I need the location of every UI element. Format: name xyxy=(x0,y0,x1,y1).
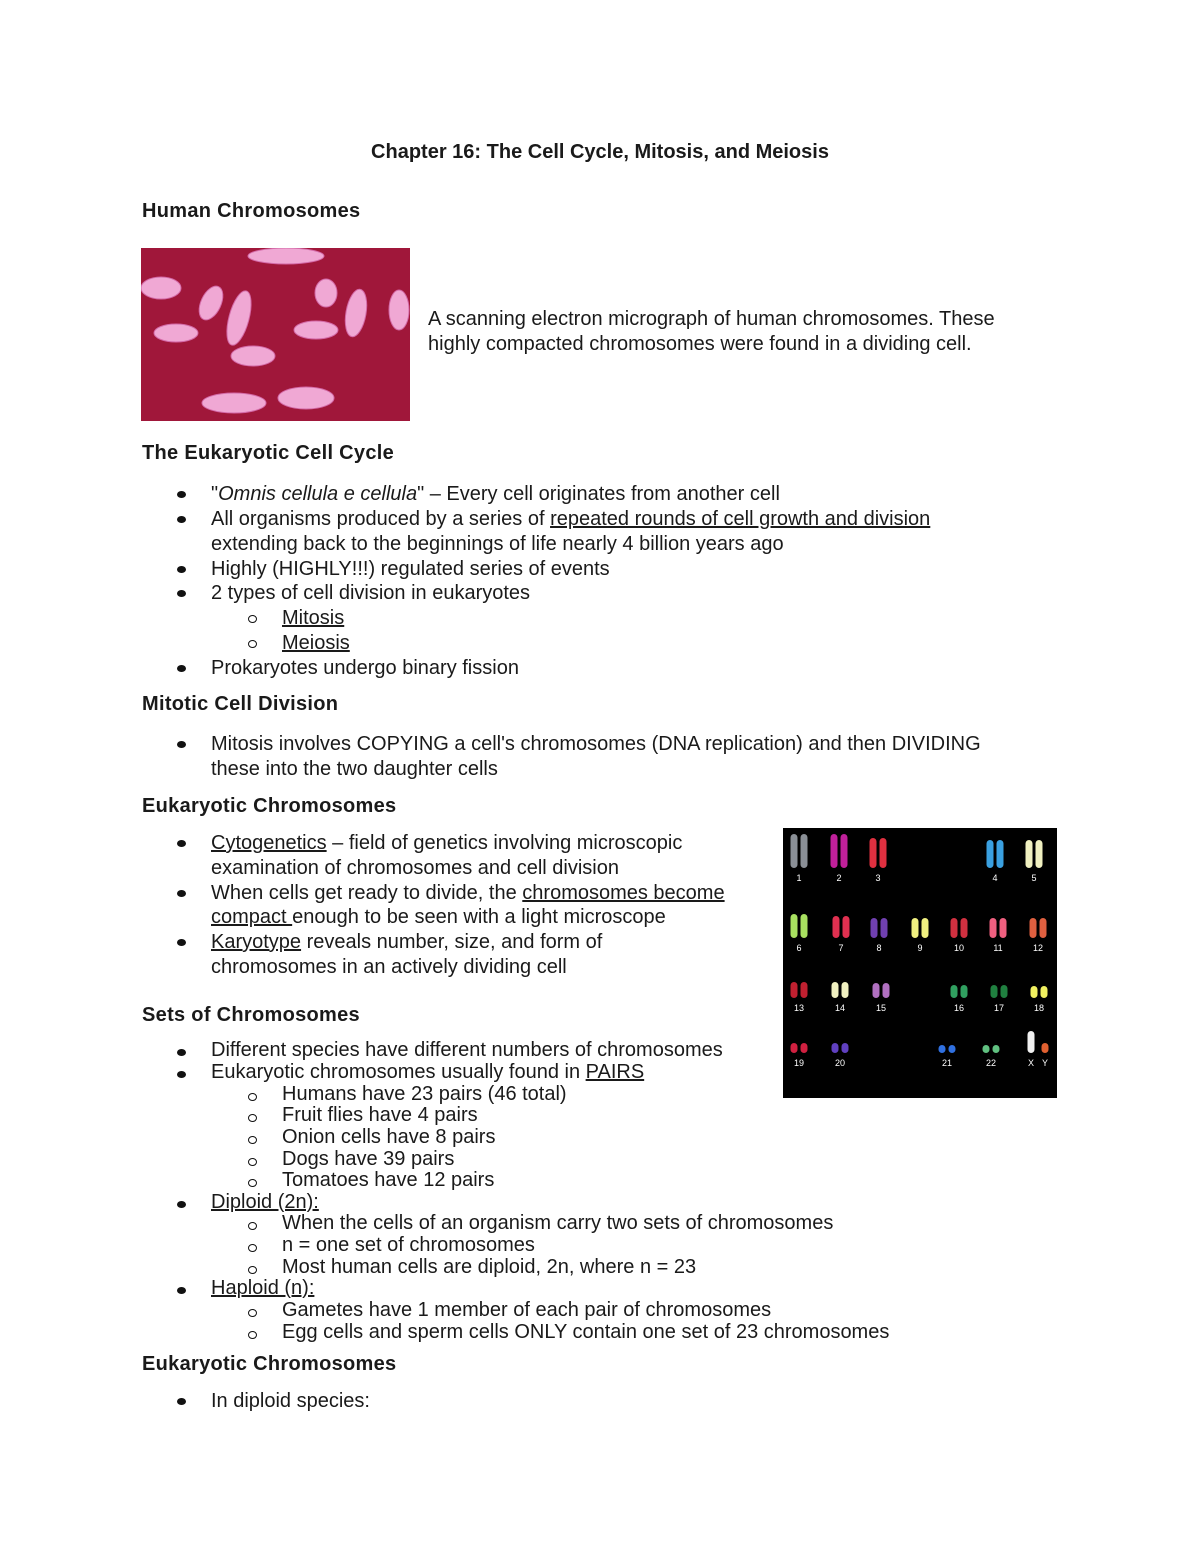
sub-bullet-circle xyxy=(248,1331,257,1339)
bullet-dot xyxy=(177,1071,186,1078)
list-item: Different species have different numbers of chromosomes xyxy=(211,1039,723,1061)
heading-eukaryotic-chromosomes: Eukaryotic Chromosomes xyxy=(142,795,397,817)
sub-bullet-circle xyxy=(248,1158,257,1166)
list-item-continuation: chromosomes in an actively dividing cell xyxy=(211,956,567,978)
karyotype-label: 2 xyxy=(836,873,842,883)
sub-bullet-circle xyxy=(248,1309,257,1317)
karyotype-label: 5 xyxy=(1031,873,1037,883)
sub-list-item: Onion cells have 8 pairs xyxy=(282,1126,496,1148)
bullet-dot xyxy=(177,665,186,672)
chromosome-mark xyxy=(870,838,877,868)
chromosome-mark xyxy=(951,918,958,938)
list-item: Mitosis involves COPYING a cell's chromosomes (DNA replication) and then DIVIDING xyxy=(211,733,981,755)
chromosome-mark xyxy=(791,914,798,938)
karyotype-label: 7 xyxy=(838,943,844,953)
sub-list-item: Gametes have 1 member of each pair of chromosomes xyxy=(282,1299,772,1321)
chromosome-mark xyxy=(843,916,850,938)
bullet-dot xyxy=(177,1287,186,1294)
micrograph-caption-line-2: highly compacted chromosomes were found in a dividing cell. xyxy=(428,333,972,355)
sub-bullet-circle xyxy=(248,615,257,623)
chromosome-mark xyxy=(801,834,808,868)
karyotype-label: X xyxy=(1027,1058,1035,1068)
list-item: In diploid species: xyxy=(211,1390,370,1412)
sub-list-item: Tomatoes have 12 pairs xyxy=(282,1169,495,1191)
sub-bullet-circle xyxy=(248,1093,257,1101)
chromosome-mark xyxy=(832,982,839,998)
chromosome-mark xyxy=(1036,840,1043,868)
sub-list-item: n = one set of chromosomes xyxy=(282,1234,535,1256)
karyotype-label: 12 xyxy=(1032,943,1044,953)
sub-bullet-circle xyxy=(248,1222,257,1230)
list-item: Cytogenetics – field of genetics involving microscopic xyxy=(211,832,683,854)
sub-list-item: Humans have 23 pairs (46 total) xyxy=(282,1083,567,1105)
sub-list-item: Meiosis xyxy=(282,632,350,654)
chromosome-mark xyxy=(801,982,808,998)
chromosome-mark xyxy=(991,985,998,998)
list-item: "Omnis cellula e cellula" – Every cell originates from another cell xyxy=(211,483,780,505)
heading-human-chromosomes: Human Chromosomes xyxy=(142,200,361,222)
karyotype-label: 20 xyxy=(834,1058,846,1068)
chromosome-mark xyxy=(880,838,887,868)
karyotype-label: 21 xyxy=(941,1058,953,1068)
page-title: Chapter 16: The Cell Cycle, Mitosis, and Meiosis xyxy=(371,141,829,163)
karyotype-label: 11 xyxy=(993,943,1003,953)
karyotype-label: 19 xyxy=(793,1058,805,1068)
sub-bullet-circle xyxy=(248,1266,257,1274)
karyotype-label: 3 xyxy=(875,873,881,883)
karyotype-label: 18 xyxy=(1033,1003,1045,1013)
chromosome-mark xyxy=(939,1045,946,1053)
chromosome-mark xyxy=(949,1045,956,1053)
sub-bullet-circle xyxy=(248,1136,257,1144)
heading-mitotic-division: Mitotic Cell Division xyxy=(142,693,339,715)
sub-bullet-circle xyxy=(248,1114,257,1122)
chromosome-mark xyxy=(842,1043,849,1053)
list-item: 2 types of cell division in eukaryotes xyxy=(211,582,531,604)
list-item: Highly (HIGHLY!!!) regulated series of events xyxy=(211,558,610,580)
heading-cell-cycle: The Eukaryotic Cell Cycle xyxy=(142,442,395,464)
karyotype-label: Y xyxy=(1041,1058,1049,1068)
chromosome-mark xyxy=(881,918,888,938)
chromosome-mark xyxy=(961,918,968,938)
karyotype-label: 4 xyxy=(992,873,998,883)
list-item-continuation: compact enough to be seen with a light microscope xyxy=(211,906,666,928)
chromosome-micrograph-image xyxy=(141,248,410,421)
chromosome-mark xyxy=(961,985,968,998)
bullet-dot xyxy=(177,1398,186,1405)
sub-list-item: Egg cells and sperm cells ONLY contain one set of 23 chromosomes xyxy=(282,1321,890,1343)
chromosome-mark xyxy=(791,834,798,868)
list-item-continuation: extending back to the beginnings of life nearly 4 billion years ago xyxy=(211,533,784,555)
karyotype-label: 16 xyxy=(953,1003,965,1013)
chromosome-mark xyxy=(987,840,994,868)
chromosome-mark xyxy=(997,840,1004,868)
chromosome-mark xyxy=(993,1045,1000,1053)
chromosome-mark xyxy=(1026,840,1033,868)
sub-list-item: When the cells of an organism carry two sets of chromosomes xyxy=(282,1212,834,1234)
chromosome-mark xyxy=(841,834,848,868)
bullet-dot xyxy=(177,566,186,573)
sub-bullet-circle xyxy=(248,640,257,648)
chromosome-mark xyxy=(791,1043,798,1053)
micrograph-caption-line-1: A scanning electron micrograph of human chromosomes. These xyxy=(428,308,995,330)
karyotype-label: 9 xyxy=(917,943,923,953)
bullet-dot xyxy=(177,491,186,498)
bullet-dot xyxy=(177,516,186,523)
sub-list-item: Mitosis xyxy=(282,607,345,629)
bullet-dot xyxy=(177,590,186,597)
chromosome-mark xyxy=(842,982,849,998)
list-item-continuation: examination of chromosomes and cell division xyxy=(211,857,619,879)
chromosome-mark xyxy=(1042,1043,1049,1053)
latin-phrase: Omnis cellula e cellula xyxy=(218,483,418,505)
karyotype-label: 10 xyxy=(953,943,965,953)
chromosome-mark xyxy=(1031,986,1038,998)
karyotype-image xyxy=(783,828,1057,1098)
chromosome-mark xyxy=(983,1045,990,1053)
chromosome-mark xyxy=(1001,985,1008,998)
chromosome-mark xyxy=(801,914,808,938)
sub-bullet-circle xyxy=(248,1244,257,1252)
list-item: Diploid (2n): xyxy=(211,1191,319,1213)
sub-list-item: Most human cells are diploid, 2n, where n = 23 xyxy=(282,1256,697,1278)
chromosome-mark xyxy=(833,916,840,938)
chromosome-mark xyxy=(990,918,997,938)
list-item-continuation: these into the two daughter cells xyxy=(211,758,498,780)
list-item: Haploid (n): xyxy=(211,1277,315,1299)
bullet-dot xyxy=(177,741,186,748)
bullet-dot xyxy=(177,890,186,897)
list-item: Eukaryotic chromosomes usually found in PAIRS xyxy=(211,1061,645,1083)
chromosome-mark xyxy=(791,982,798,998)
list-item: Karyotype reveals number, size, and form of xyxy=(211,931,603,953)
chromosome-mark xyxy=(1000,918,1007,938)
chromosome-mark xyxy=(951,985,958,998)
chromosome-mark xyxy=(1041,986,1048,998)
karyotype-label: 14 xyxy=(834,1003,846,1013)
chromosome-mark xyxy=(832,1043,839,1053)
sub-bullet-circle xyxy=(248,1179,257,1187)
list-item: All organisms produced by a series of repeated rounds of cell growth and division xyxy=(211,508,931,530)
karyotype-label: 15 xyxy=(875,1003,887,1013)
list-item: Prokaryotes undergo binary fission xyxy=(211,657,519,679)
list-item: When cells get ready to divide, the chromosomes become xyxy=(211,882,725,904)
chromosome-mark xyxy=(1030,918,1037,938)
chromosome-mark xyxy=(831,834,838,868)
heading-eukaryotic-chromosomes-2: Eukaryotic Chromosomes xyxy=(142,1353,397,1375)
karyotype-label: 17 xyxy=(993,1003,1005,1013)
chromosome-mark xyxy=(883,983,890,998)
chromosome-mark xyxy=(873,983,880,998)
chromosome-mark xyxy=(922,918,929,938)
karyotype-label: 6 xyxy=(796,943,802,953)
chromosome-mark xyxy=(1028,1031,1035,1053)
karyotype-label: 1 xyxy=(796,873,802,883)
karyotype-label: 22 xyxy=(985,1058,997,1068)
karyotype-label: 8 xyxy=(876,943,882,953)
bullet-dot xyxy=(177,939,186,946)
karyotype-label: 13 xyxy=(793,1003,805,1013)
sub-list-item: Dogs have 39 pairs xyxy=(282,1148,455,1170)
chromosome-mark xyxy=(1040,918,1047,938)
bullet-dot xyxy=(177,1049,186,1056)
chromosome-mark xyxy=(912,918,919,938)
heading-sets-of-chromosomes: Sets of Chromosomes xyxy=(142,1004,360,1026)
chromosome-mark xyxy=(801,1043,808,1053)
chromosome-mark xyxy=(871,918,878,938)
bullet-dot xyxy=(177,1201,186,1208)
bullet-dot xyxy=(177,840,186,847)
sub-list-item: Fruit flies have 4 pairs xyxy=(282,1104,478,1126)
